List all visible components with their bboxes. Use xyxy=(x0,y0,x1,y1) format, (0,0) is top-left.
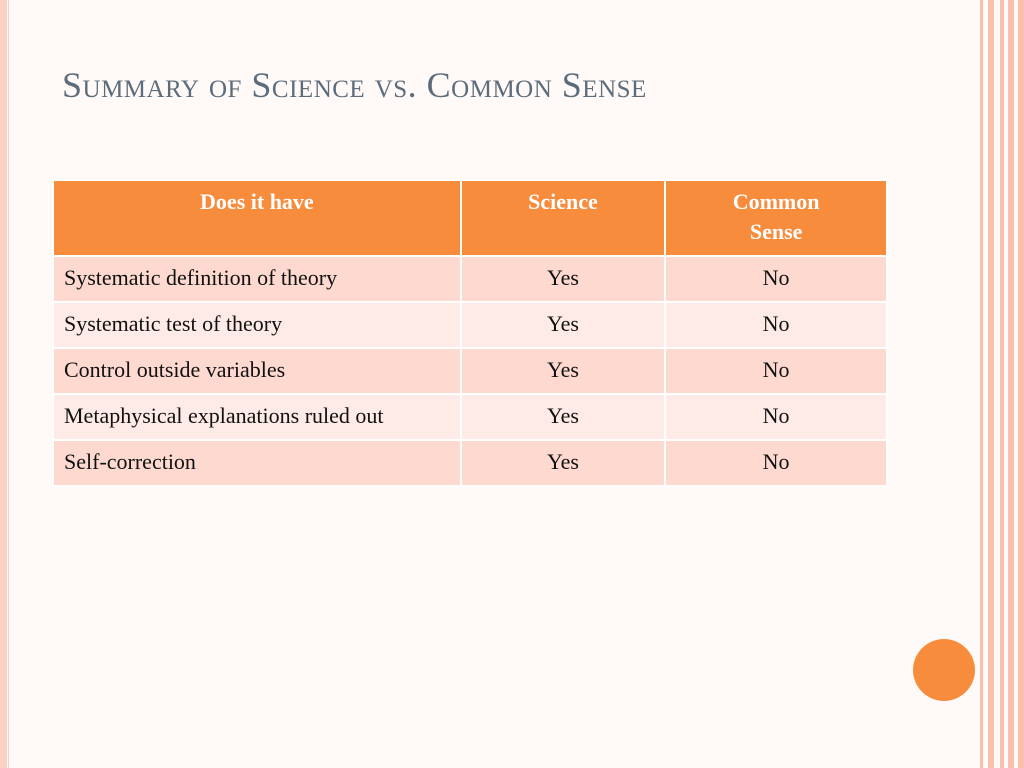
row-criterion: Systematic test of theory xyxy=(53,302,461,348)
header-common-sense: Common Sense xyxy=(665,180,887,256)
row-science-value: Yes xyxy=(461,302,665,348)
row-criterion: Metaphysical explanations ruled out xyxy=(53,394,461,440)
row-criterion: Systematic definition of theory xyxy=(53,256,461,302)
table-row xyxy=(53,256,887,302)
row-science-value: Yes xyxy=(461,440,665,486)
table-row xyxy=(53,394,887,440)
left-border-decoration xyxy=(0,0,7,768)
header-does-it-have: Does it have xyxy=(53,180,461,256)
left-border-line xyxy=(8,0,9,768)
row-criterion: Control outside variables xyxy=(53,348,461,394)
table-row xyxy=(53,348,887,394)
right-border-stripes xyxy=(980,0,1024,768)
header-science: Science xyxy=(461,180,665,256)
table-header-row xyxy=(53,180,887,256)
row-criterion: Self-correction xyxy=(53,440,461,486)
row-common-sense-value: No xyxy=(665,256,887,302)
table-row xyxy=(53,302,887,348)
row-science-value: Yes xyxy=(461,348,665,394)
row-common-sense-value: No xyxy=(665,394,887,440)
row-science-value: Yes xyxy=(461,394,665,440)
row-common-sense-value: No xyxy=(665,348,887,394)
row-common-sense-value: No xyxy=(665,440,887,486)
decorative-orange-circle xyxy=(913,639,975,701)
slide-title: Summary of Science vs. Common Sense xyxy=(62,65,647,105)
row-science-value: Yes xyxy=(461,256,665,302)
row-common-sense-value: No xyxy=(665,302,887,348)
comparison-table xyxy=(52,179,888,487)
table-row xyxy=(53,440,887,486)
